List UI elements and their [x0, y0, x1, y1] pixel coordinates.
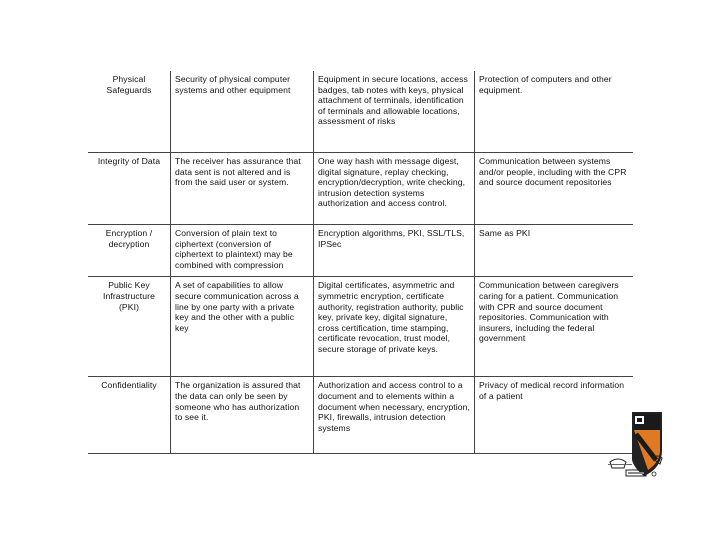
mechanisms-cell: Equipment in secure locations, access badges, tab notes with keys, physical attachment of terminals, identification of terminals and allowable locations, assessment of risks — [314, 71, 475, 153]
mechanisms-cell: Digital certificates, asymmetric and symmetric encryption, certificate authority, registration authority, public key, private key, digital signature, cross certification, time stamping, certificate revocation, trust model, secure storage of private keys. — [314, 277, 475, 377]
university-shield-logo-icon — [604, 410, 666, 480]
table-row — [88, 225, 633, 277]
application-cell: Privacy of medical record information of a patient — [475, 377, 634, 454]
table-row — [88, 153, 633, 225]
table-row — [88, 71, 633, 153]
application-cell: Communication between caregivers caring for a patient. Communication with CPR and source document repositories. Communication with insurers, including the federal government — [475, 277, 634, 377]
table-row — [88, 277, 633, 377]
table-row — [88, 377, 633, 454]
definition-cell: A set of capabilities to allow secure communication across a line by one party with a private key and the other with a public key — [171, 277, 314, 377]
term-cell: Public Key Infrastructure (PKI) — [88, 277, 171, 377]
definition-cell: The receiver has assurance that data sent is not altered and is from the said user or system. — [171, 153, 314, 225]
term-cell: Confidentiality — [88, 377, 171, 454]
mechanisms-cell: Encryption algorithms, PKI, SSL/TLS, IPSec — [314, 225, 475, 277]
term-cell: Integrity of Data — [88, 153, 171, 225]
application-cell: Communication between systems and/or people, including with the CPR and source document repositories — [475, 153, 634, 225]
definition-cell: The organization is assured that the data can only be seen by someone who has authorization to see it. — [171, 377, 314, 454]
application-cell: Same as PKI — [475, 225, 634, 277]
term-cell: Physical Safeguards — [88, 71, 171, 153]
definition-cell: Conversion of plain text to ciphertext (conversion of ciphertext to plaintext) may be combined with compression — [171, 225, 314, 277]
definition-cell: Security of physical computer systems and other equipment — [171, 71, 314, 153]
application-cell: Protection of computers and other equipment. — [475, 71, 634, 153]
mechanisms-cell: Authorization and access control to a document and to elements within a document when necessary, encryption, PKI, firewalls, intrusion detection systems — [314, 377, 475, 454]
security-table — [88, 71, 633, 454]
term-cell: Encryption / decryption — [88, 225, 171, 277]
mechanisms-cell: One way hash with message digest, digital signature, replay checking, encryption/decryption, write checking, intrusion detection systems authorization and access control. — [314, 153, 475, 225]
